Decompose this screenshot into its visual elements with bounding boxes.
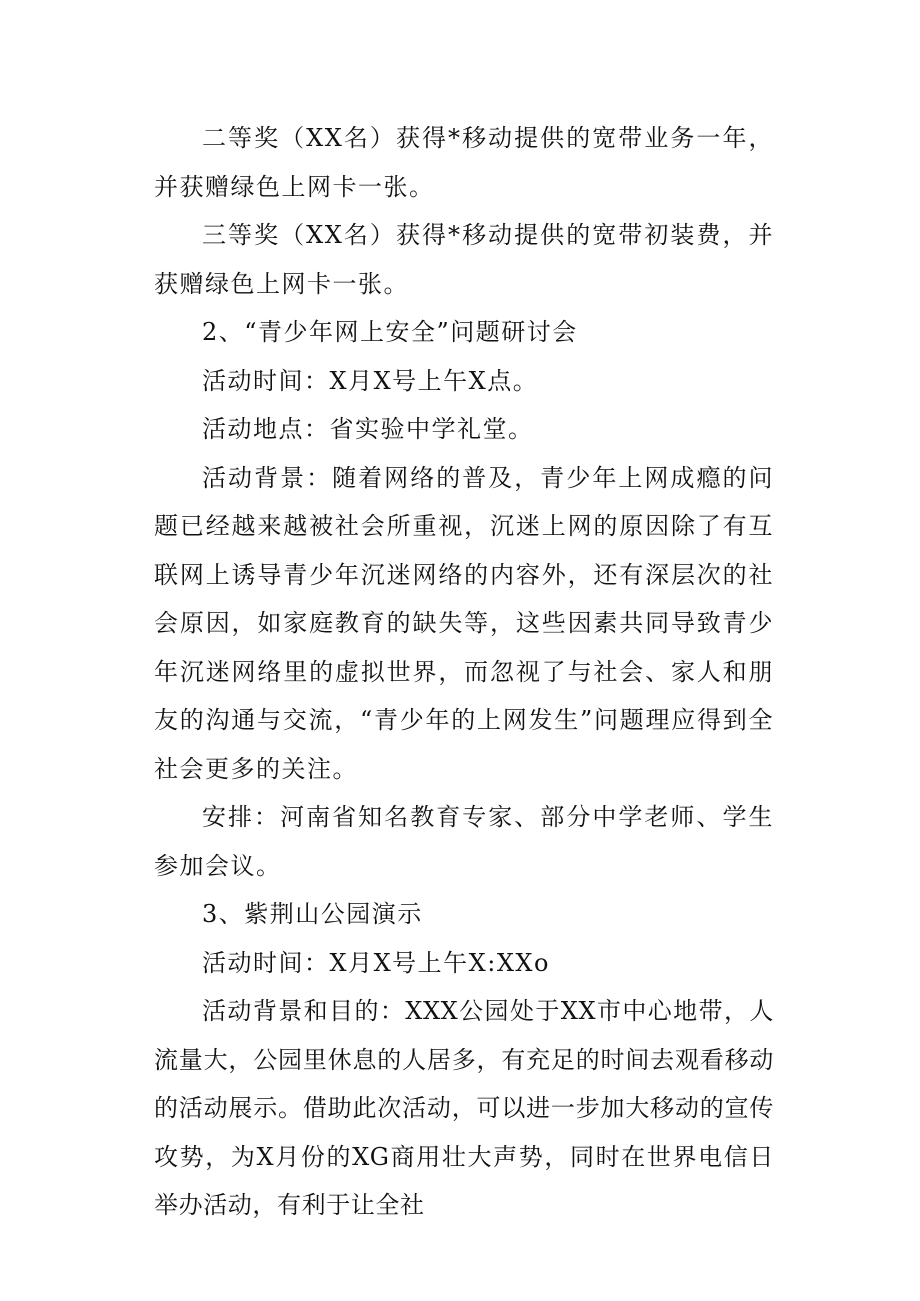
section-heading-seminar: 2、“青少年网上安全”问题研讨会 [202, 318, 578, 346]
paragraph-seminar-time: 活动时间：X月X号上午X点。 [202, 366, 539, 395]
section-heading-park-demo: 3、紫荆山公园演示 [202, 900, 423, 928]
paragraph-seminar-arrangement: 安排：河南省知名教育专家、部分中学老师、学生参加会议。 [154, 803, 774, 880]
document-page [154, 114, 774, 1230]
paragraph-park-background: 活动背景和目的：XXX公园处于XX市中心地带，人流量大，公园里休息的人居多，有充足的时间去观看移动的活动展示。借助此次活动，可以进一步加大移动的宣传攻势，为X月份的XG商用壮大声势，同时在世界电信日举办活动，有利于让全社 [154, 997, 774, 1219]
paragraph-seminar-background: 活动背景：随着网络的普及，青少年上网成瘾的问题已经越来越被社会所重视，沉迷上网的原因除了有互联网上诱导青少年沉迷网络的内容外，还有深层次的社会原因，如家庭教育的缺失等，这些因素共同导致青少年沉迷网络里的虚拟世界，而忽视了与社会、家人和朋友的沟通与交流，“青少年的上网发生”问题理应得到全社会更多的关注。 [154, 463, 774, 783]
paragraph-third-prize: 三等奖（XX名）获得*移动提供的宽带初装费，并获赠绿色上网卡一张。 [154, 221, 774, 298]
paragraph-park-time: 活动时间：X月X号上午X:XXo [202, 948, 550, 977]
paragraph-seminar-location: 活动地点：省实验中学礼堂。 [202, 415, 534, 443]
paragraph-second-prize: 二等奖（XX名）获得*移动提供的宽带业务一年，并获赠绿色上网卡一张。 [154, 124, 774, 201]
